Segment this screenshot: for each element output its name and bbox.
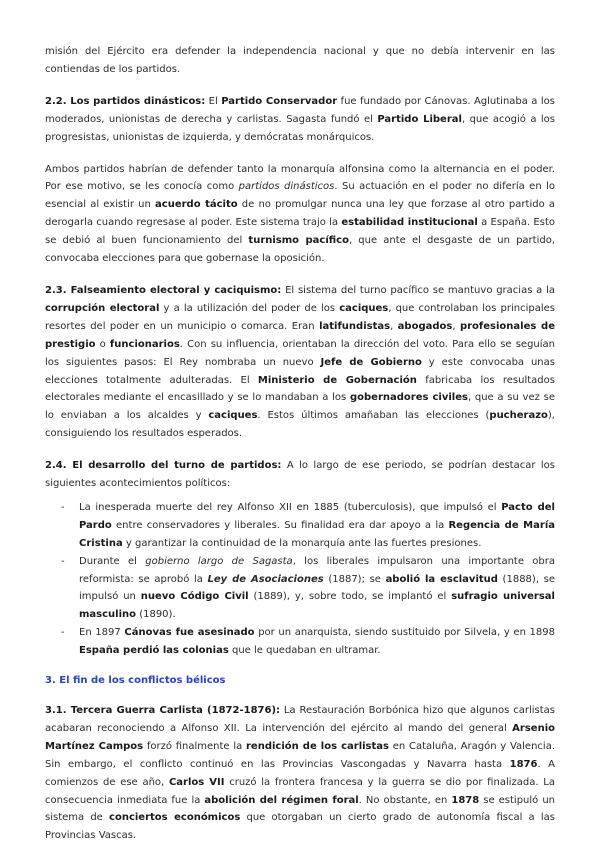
- events-list: [45, 499, 555, 660]
- section-heading: 3. El fin de los conflictos bélicos: [45, 675, 226, 687]
- paragraph-carlist-war: 3.1. Tercera Guerra Carlista (1872-1876): La Restauración Borbónica hizo que algunos carlistas acabaran reconociendo a Alfonso XII. La intervención del ejército al mando del general Arsenio Martínez Campos forzó finalmente la rendición de los carlistas en Cataluña, Aragón y Valencia. Sin embargo, el conflicto continuó en las Provincias Vascongadas y Navarra hasta 1876. A comienzos de ese año, Carlos VII cruzó la frontera francesa y la guerra se dio por finalizada. La consecuencia inmediata fue la abolición del régimen foral. No obstante, en 1878 se estipuló un sistema de conciertos económicos que otorgaban un cierto grado de autonomía fiscal a las Provincias Vascas.: [45, 705, 556, 842]
- paragraph-caciquismo: 2.3. Falseamiento electoral y caciquismo: El sistema del turno pacífico se mantuvo gracias a la corrupción electoral y a la utilización del poder de los caciques, que controlaban los principales resortes del poder en un municipio o comarca. Eran latifundistas, abogados, profesionales de prestigio o funcionarios. Con su influencia, orientaban la dirección del voto. Para ello se seguían los siguientes pasos: El Rey nombraba un nuevo Jefe de Gobierno y este convocaba unas elecciones totalmente adulteradas. El Ministerio de Gobernación fabricaba los resultados electorales mediante el encasillado y se lo mandaban a los gobernadores civiles, que a su vez se lo enviaban a los alcaldes y caciques. Estos últimos amañaban las elecciones (pucherazo), consiguiendo los resultados esperados.: [45, 284, 555, 440]
- paragraph-army-role: misión del Ejército era defender la independencia nacional y que no debía intervenir en las contiendas de los partidos.: [45, 46, 555, 75]
- dash-bullet: -: [61, 627, 65, 639]
- paragraph-turno-intro: 2.4. El desarrollo del turno de partidos: A lo largo de ese periodo, se podrían destacar los siguientes acontecimientos políticos:: [45, 460, 555, 490]
- subsection-heading: 2.4. El desarrollo del turno de partidos:: [45, 460, 282, 472]
- dash-bullet: -: [61, 555, 65, 567]
- subsection-heading: 2.2. Los partidos dinásticos:: [45, 95, 206, 107]
- dash-bullet: -: [61, 501, 65, 513]
- subsection-heading: 2.3. Falseamiento electoral y caciquismo:: [45, 284, 282, 296]
- list-item: - Durante el gobierno largo de Sagasta, los liberales impulsaron una importante obra reformista: se aprobó la Ley de Asociaciones (1887); se abolió la esclavitud (1888), se impulsó un nuevo Código Civil (1889), y, sobre todo, se implantó el sufragio universal masculino (1890).: [45, 553, 555, 625]
- paragraph-alternation: Ambos partidos habrían de defender tanto la monarquía alfonsina como la alternancia en el poder. Por ese motivo, se les conocía como partidos dinásticos. Su actuación en el poder no difería en lo esencial al existir un acuerdo tácito de no promulgar nunca una ley que forzase al otro partido a derogarla cuando regresase al poder. Este sistema trajo la estabilidad institucional a España. Esto se debió al buen funcionamiento del turnismo pacífico, que ante el desgaste de un partido, convocaba elecciones para que gobernase la oposición.: [45, 163, 556, 265]
- subsection-heading: 3.1. Tercera Guerra Carlista (1872-1876):: [45, 705, 281, 716]
- list-item: - En 1897 Cánovas fue asesinado por un anarquista, siendo sustituido por Silvela, y en 1898 España perdió las colonias que le quedaban en ultramar.: [45, 624, 555, 660]
- list-item: - La inesperada muerte del rey Alfonso XII en 1885 (tuberculosis), que impulsó el Pacto del Pardo entre conservadores y liberales. Su finalidad era dar apoyo a la Regencia de María Cristina y garantizar la continuidad de la monarquía ante las fuertes presiones.: [45, 499, 555, 553]
- paragraph-dynastic-parties: 2.2. Los partidos dinásticos: El Partido Conservador fue fundado por Cánovas. Aglutinaba a los moderados, unionistas de derecha y carlistas. Sagasta fundó el Partido Liberal, que acogió a los progresistas, unionistas de izquierda, y demócratas monárquicos.: [45, 95, 556, 143]
